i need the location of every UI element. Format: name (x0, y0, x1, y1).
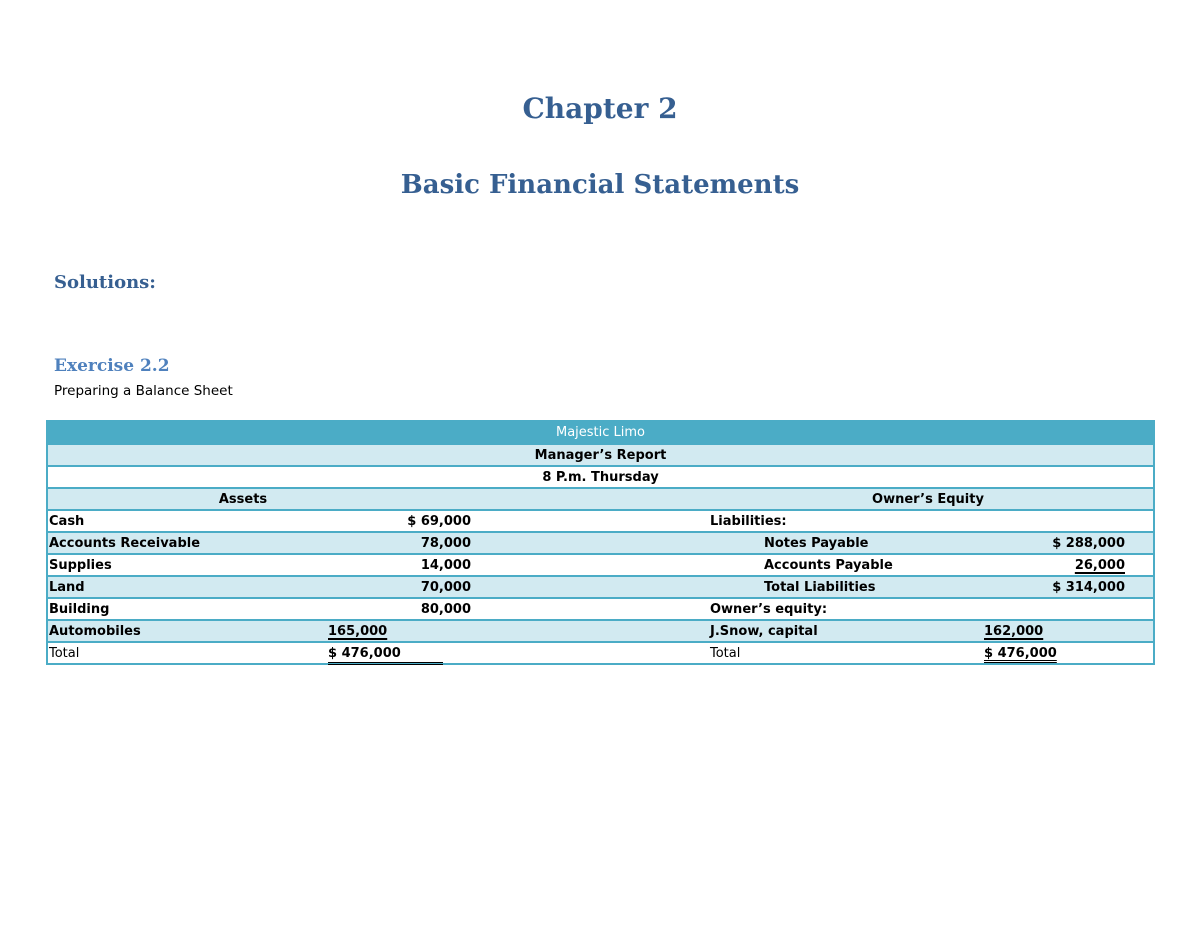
asset-amount: 165,000 (328, 624, 388, 639)
right-label: Owner’s equity: (710, 602, 828, 617)
right-amount: $ 288,000 (1052, 536, 1125, 551)
asset-total-amount (328, 643, 443, 665)
asset-amount: 70,000 (420, 580, 471, 595)
exercise-subtitle: Preparing a Balance Sheet (54, 383, 233, 399)
asset-amount: $ 69,000 (407, 514, 471, 529)
exercise-heading: Exercise 2.2 (54, 356, 170, 376)
right-label: J.Snow, capital (710, 624, 818, 639)
asset-label: Building (49, 602, 110, 617)
right-total-amount: $ 476,000 (984, 646, 1057, 661)
asset-total-value: $ 476,000 (328, 646, 443, 665)
right-total-label: Total (710, 646, 741, 661)
equity-header: Owner’s Equity (872, 492, 984, 507)
balance-sheet-table (46, 420, 1155, 665)
asset-label: Accounts Receivable (49, 536, 201, 551)
table-company-row (48, 422, 1153, 443)
right-label: Accounts Payable (764, 558, 893, 573)
report-time: 8 P.m. Thursday (542, 470, 659, 485)
chapter-title: Chapter 2 (522, 92, 678, 125)
assets-header: Assets (218, 492, 268, 507)
asset-amount: 14,000 (420, 558, 471, 573)
table-row (48, 619, 1153, 641)
asset-label: Land (49, 580, 85, 595)
table-time-row (48, 465, 1153, 487)
asset-label: Supplies (49, 558, 112, 573)
right-amount: 162,000 (984, 624, 1044, 639)
table-report-row (48, 443, 1153, 465)
table-row (48, 509, 1153, 531)
asset-amount: 78,000 (420, 536, 471, 551)
right-label: Total Liabilities (764, 580, 876, 595)
right-amount: $ 314,000 (1052, 580, 1125, 595)
table-row (48, 597, 1153, 619)
table-row (48, 575, 1153, 597)
asset-amount: 80,000 (420, 602, 471, 617)
right-label: Notes Payable (764, 536, 869, 551)
table-row (48, 531, 1153, 553)
table-row (48, 553, 1153, 575)
right-label: Liabilities: (710, 514, 787, 529)
asset-label: Cash (49, 514, 85, 529)
report-name: Manager’s Report (534, 448, 667, 463)
asset-total-label: Total (49, 646, 80, 661)
document-title: Basic Financial Statements (400, 170, 800, 200)
right-amount: 26,000 (1074, 558, 1125, 573)
asset-label: Automobiles (49, 624, 141, 639)
table-section-header-row (48, 487, 1153, 509)
company-name: Majestic Limo (555, 425, 646, 440)
solutions-heading: Solutions: (54, 272, 156, 293)
table-total-row (48, 641, 1153, 663)
